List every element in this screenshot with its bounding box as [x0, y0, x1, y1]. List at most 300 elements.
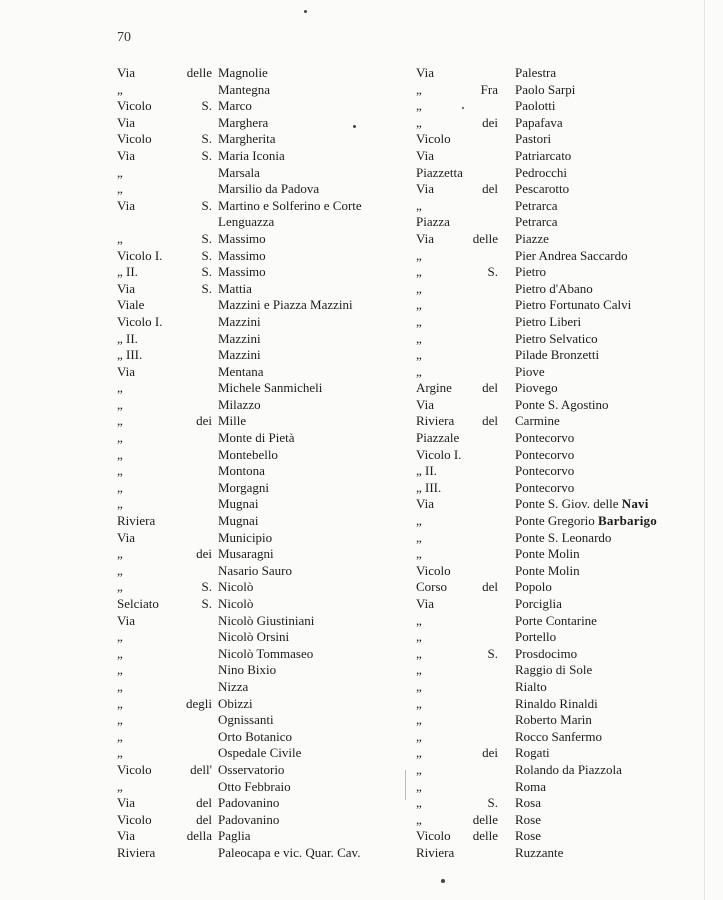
- street-name: [218, 347, 261, 364]
- street-name-text: Palestra: [515, 65, 557, 80]
- street-type: Via: [416, 181, 434, 197]
- street-name: [515, 546, 580, 563]
- street-type: „: [416, 728, 422, 744]
- street-type: Via: [117, 529, 135, 545]
- street-name: [515, 181, 569, 198]
- street-entry: [416, 181, 716, 198]
- street-type: „ II.: [117, 264, 138, 280]
- street-type: „: [416, 347, 422, 363]
- street-name: [218, 281, 252, 298]
- street-type: Vicolo: [117, 131, 152, 147]
- street-type: „: [416, 629, 422, 645]
- street-name-text: Marsilio da Padova: [218, 181, 320, 197]
- street-entry: [416, 530, 716, 547]
- street-type: Riviera: [416, 413, 455, 429]
- street-name-text: Portello: [515, 629, 557, 645]
- street-entry: [416, 264, 716, 281]
- street-entry: [416, 712, 716, 729]
- street-entry: [416, 845, 716, 862]
- street-name-text: Ponte Molin: [515, 546, 580, 562]
- street-name-text: Mugnai: [218, 496, 259, 512]
- street-name-text: Porte Contarine: [515, 612, 597, 628]
- street-name-text: Roberto Marin: [515, 712, 592, 728]
- street-qualifier: S.: [487, 795, 498, 811]
- street-name: [515, 579, 552, 596]
- street-entry: [416, 629, 716, 646]
- street-name-text: Pontecorvo: [515, 463, 575, 479]
- street-name-text: Municipio: [218, 529, 273, 545]
- street-name: [515, 264, 546, 281]
- street-name-text: Ponte S. Agostino: [515, 396, 609, 412]
- street-name-text: Ponte Molin: [515, 562, 580, 578]
- street-name-text: Marsala: [218, 164, 260, 180]
- street-name: [515, 480, 574, 497]
- street-name: [218, 380, 322, 397]
- street-name: [218, 115, 268, 132]
- street-name: [515, 65, 556, 82]
- street-name: [515, 413, 560, 430]
- street-type: Via: [117, 197, 135, 213]
- street-name-text: Nicolò: [218, 579, 254, 595]
- street-name: [515, 331, 598, 348]
- street-name: [515, 513, 657, 530]
- street-name: [515, 314, 581, 331]
- street-type: „: [117, 546, 123, 562]
- street-name: [218, 413, 246, 430]
- street-name-text: Rogati: [515, 745, 550, 761]
- street-name: [218, 596, 253, 613]
- street-type: „: [117, 496, 123, 512]
- street-type: „: [117, 562, 123, 578]
- right-street-column: [416, 65, 716, 862]
- street-name-text: Obizzi: [218, 695, 253, 711]
- street-name-text: Nizza: [218, 678, 249, 694]
- street-type: Via: [117, 795, 135, 811]
- street-entry: [117, 281, 407, 298]
- street-entry: [416, 729, 716, 746]
- street-name-text: Nicolò Giustiniani: [218, 612, 315, 628]
- street-name: [218, 795, 279, 812]
- street-type: „: [416, 811, 422, 827]
- street-qualifier: dei: [196, 546, 212, 562]
- street-name-text: Paglia: [218, 828, 251, 844]
- street-entry: [117, 264, 407, 281]
- street-qualifier: del: [196, 795, 212, 811]
- street-entry: [117, 463, 407, 480]
- street-name: [218, 248, 266, 265]
- street-entry: [117, 795, 407, 812]
- street-name: [515, 729, 602, 746]
- street-name-text: Osservatorio: [218, 761, 285, 777]
- street-type: Piazzale: [416, 430, 460, 446]
- street-name: [218, 579, 253, 596]
- street-type: „: [416, 662, 422, 678]
- street-name-text: Prosdocimo: [515, 645, 578, 661]
- street-type: „: [117, 396, 123, 412]
- street-name: [515, 131, 551, 148]
- street-qualifier: della: [186, 828, 212, 844]
- street-name-text: Raggio di Sole: [515, 662, 593, 678]
- street-qualifier: del: [482, 380, 498, 396]
- street-entry: [117, 745, 407, 762]
- street-name-text: Rinaldo Rinaldi: [515, 695, 598, 711]
- street-type: „: [416, 247, 422, 263]
- street-entry: [416, 779, 716, 796]
- street-qualifier: S.: [201, 147, 212, 163]
- street-entry: [416, 198, 716, 215]
- street-type: Vicolo: [416, 828, 451, 844]
- street-name-text: Monte di Pietà: [218, 430, 295, 446]
- street-name: [218, 82, 270, 99]
- street-type: Vicolo: [416, 131, 451, 147]
- street-entry: [416, 331, 716, 348]
- street-type: „ III.: [416, 479, 442, 495]
- street-name-text: Marghera: [218, 114, 269, 130]
- street-name-text: Mentana: [218, 363, 264, 379]
- street-name: [515, 563, 580, 580]
- street-name-text: Piazze: [515, 230, 549, 246]
- street-name: [515, 662, 592, 679]
- street-name-text: Pastori: [515, 131, 552, 147]
- street-name: [218, 480, 269, 497]
- street-name-text: Piove: [515, 363, 545, 379]
- street-entry: [416, 82, 716, 99]
- street-name-text: Rolando da Piazzola: [515, 761, 622, 777]
- street-entry: [416, 679, 716, 696]
- street-name: [218, 845, 360, 862]
- street-qualifier: S.: [201, 596, 212, 611]
- street-name: [515, 795, 541, 812]
- street-name: [218, 181, 319, 198]
- street-entry: [117, 779, 407, 796]
- street-type: „: [416, 695, 422, 711]
- street-entry: [416, 231, 716, 248]
- street-name-text: Paleocapa e vic. Quar. Cav.: [218, 844, 361, 860]
- street-qualifier: delle: [186, 65, 212, 80]
- street-type: „: [117, 446, 123, 462]
- street-type: Vicolo: [117, 98, 152, 114]
- street-qualifier: delle: [472, 811, 498, 827]
- street-entry: [416, 546, 716, 563]
- street-name: [218, 65, 268, 82]
- street-entry: [416, 364, 716, 381]
- street-entry: [117, 546, 407, 563]
- street-type: Riviera: [416, 844, 455, 860]
- street-name: [218, 214, 274, 231]
- scan-streak: [704, 0, 705, 900]
- street-entry: [117, 828, 407, 845]
- street-name-text: Paolotti: [515, 98, 556, 114]
- street-entry: [416, 380, 716, 397]
- street-name-text: Massimo: [218, 264, 266, 280]
- street-type: Vicolo I.: [416, 446, 462, 462]
- street-entry: [117, 629, 407, 646]
- street-entry: [117, 165, 407, 182]
- street-name: [218, 98, 252, 115]
- street-entry: [117, 231, 407, 248]
- street-name-text: Pietro Liberi: [515, 313, 582, 329]
- street-name-text: Carmine: [515, 413, 560, 429]
- street-qualifier: S.: [201, 230, 212, 246]
- street-type: „: [416, 513, 422, 529]
- street-name: [218, 745, 301, 762]
- street-name-text: Musaragni: [218, 546, 274, 562]
- street-name-text: Ponte S. Giov. delle: [515, 496, 622, 512]
- street-entry: [117, 413, 407, 430]
- street-qualifier: dei: [482, 745, 498, 761]
- street-name: [218, 231, 266, 248]
- street-name-text: Pontecorvo: [515, 430, 575, 446]
- street-type: Riviera: [117, 844, 156, 860]
- street-name: [515, 496, 649, 513]
- street-type: „: [117, 728, 123, 744]
- street-name: [515, 828, 541, 845]
- street-entry: [117, 380, 407, 397]
- street-entry: [117, 181, 407, 198]
- street-entry: [117, 596, 407, 613]
- street-entry: [416, 281, 716, 298]
- street-name-text: Nicolò Orsini: [218, 629, 290, 645]
- street-name-text: Pilade Bronzetti: [515, 347, 600, 363]
- street-name: [218, 513, 258, 530]
- street-type: „: [416, 98, 422, 114]
- street-name-text: Mazzini: [218, 347, 261, 363]
- street-name-text: Rose: [515, 811, 541, 827]
- street-name: [515, 115, 563, 132]
- street-name-text: Pier Andrea Saccardo: [515, 247, 628, 263]
- street-type: Riviera: [117, 513, 156, 529]
- street-name: [515, 397, 609, 414]
- street-name-text: Rose: [515, 828, 541, 844]
- street-name-text: Rocco Sanfermo: [515, 728, 603, 744]
- street-qualifier: delle: [472, 230, 498, 246]
- street-name: [515, 779, 546, 796]
- street-type: „: [416, 297, 422, 313]
- street-type: „: [416, 778, 422, 794]
- street-entry: [117, 314, 407, 331]
- street-entry: [416, 480, 716, 497]
- street-name-text: Pontecorvo: [515, 446, 575, 462]
- street-entry: [416, 397, 716, 414]
- street-name: [218, 364, 263, 381]
- street-entry: [117, 331, 407, 348]
- street-name: [515, 148, 571, 165]
- street-name-text: Massimo: [218, 247, 266, 263]
- street-entry: [416, 430, 716, 447]
- street-name-text: Padovanino: [218, 795, 280, 811]
- street-qualifier: del: [196, 811, 212, 827]
- street-type: „: [117, 164, 123, 180]
- street-type: Vicolo: [117, 811, 152, 827]
- street-type: „: [117, 712, 123, 728]
- street-name: [218, 828, 251, 845]
- street-type: „: [416, 645, 422, 661]
- street-entry: [117, 563, 407, 580]
- street-entry: [416, 696, 716, 713]
- street-name: [515, 679, 547, 696]
- street-name: [218, 297, 353, 314]
- street-type: „ II.: [416, 463, 437, 479]
- scan-speck: [353, 125, 356, 128]
- street-entry: [416, 165, 716, 182]
- street-entry: [416, 662, 716, 679]
- street-entry: [117, 513, 407, 530]
- street-type: Via: [416, 496, 434, 512]
- street-name-text: Nasario Sauro: [218, 562, 293, 578]
- street-entry: [416, 413, 716, 430]
- street-type: „: [416, 114, 422, 130]
- street-entry: [117, 480, 407, 497]
- street-type: „: [416, 313, 422, 329]
- street-name: [218, 629, 289, 646]
- street-name-text: Ponte Gregorio: [515, 513, 599, 529]
- street-type: Via: [416, 147, 434, 163]
- street-entry: [117, 214, 407, 231]
- street-name: [218, 131, 276, 148]
- street-name: [218, 397, 261, 414]
- street-name-text: Otto Febbraio: [218, 778, 291, 794]
- street-qualifier: del: [482, 579, 498, 595]
- street-name: [515, 629, 556, 646]
- street-entry: [117, 729, 407, 746]
- street-qualifier: S.: [201, 98, 212, 114]
- street-entry: [416, 828, 716, 845]
- street-entry: [117, 65, 407, 82]
- street-type: Via: [416, 596, 434, 611]
- street-name-text: Lenguazza: [218, 214, 275, 230]
- street-entry: [416, 463, 716, 480]
- street-type: „: [416, 546, 422, 562]
- street-entry: [416, 314, 716, 331]
- street-type: „: [117, 413, 123, 429]
- street-name: [218, 165, 260, 182]
- street-entry: [416, 613, 716, 630]
- street-name-text: Pietro Fortunato Calvi: [515, 297, 632, 313]
- street-name: [515, 82, 575, 99]
- street-type: Via: [416, 65, 434, 80]
- street-entry: [117, 712, 407, 729]
- street-name-text: Nicolò Tommaseo: [218, 645, 314, 661]
- street-type: Piazzetta: [416, 164, 463, 180]
- street-name: [218, 430, 295, 447]
- street-entry: [416, 148, 716, 165]
- street-type: „: [416, 678, 422, 694]
- street-name-text: Mazzini: [218, 313, 261, 329]
- street-qualifier: S.: [201, 579, 212, 595]
- street-name-text: Ruzzante: [515, 844, 564, 860]
- street-name-text: Milazzo: [218, 396, 261, 412]
- street-name: [515, 845, 563, 862]
- street-name-text: Maria Iconia: [218, 147, 285, 163]
- street-type: Vicolo I.: [117, 247, 163, 263]
- street-entry: [117, 646, 407, 663]
- street-type: „: [416, 795, 422, 811]
- street-entry: [117, 579, 407, 596]
- street-name: [218, 264, 266, 281]
- street-name: [515, 198, 558, 215]
- street-type: „: [117, 778, 123, 794]
- street-name: [515, 165, 567, 182]
- street-type: „: [416, 264, 422, 280]
- street-entry: [416, 812, 716, 829]
- street-entry: [416, 115, 716, 132]
- street-name-text: Morgagni: [218, 479, 270, 495]
- street-name-text: Margherita: [218, 131, 276, 147]
- street-type: Vicolo: [416, 562, 451, 578]
- street-qualifier: del: [482, 413, 498, 429]
- street-name: [218, 712, 274, 729]
- street-name-text: Pietro d'Abano: [515, 280, 593, 296]
- street-name-text: Pietro Selvatico: [515, 330, 598, 346]
- street-entry: [416, 496, 716, 513]
- street-type: Piazza: [416, 214, 450, 230]
- street-qualifier: degli: [186, 695, 212, 711]
- street-entry: [416, 131, 716, 148]
- street-name-text: Magnolie: [218, 65, 268, 80]
- street-name: [515, 646, 577, 663]
- street-type: Selciato: [117, 596, 159, 611]
- street-entry: [117, 447, 407, 464]
- street-name: [218, 563, 292, 580]
- street-name-text: Mazzini e Piazza Mazzini: [218, 297, 353, 313]
- street-name-text: Mugnai: [218, 513, 259, 529]
- street-name-text: Paolo Sarpi: [515, 81, 576, 97]
- street-entry: [117, 762, 407, 779]
- street-entry: [117, 696, 407, 713]
- street-name: [218, 314, 261, 331]
- street-name-text: Massimo: [218, 230, 266, 246]
- street-name: [515, 762, 622, 779]
- street-entry: [416, 745, 716, 762]
- street-name-text: Roma: [515, 778, 547, 794]
- street-name: [515, 380, 558, 397]
- street-entry: [416, 214, 716, 231]
- street-type: Via: [117, 280, 135, 296]
- street-name: [515, 430, 574, 447]
- street-type: „: [117, 678, 123, 694]
- street-name: [515, 214, 558, 231]
- street-type: Vicolo I.: [117, 313, 163, 329]
- street-entry: [416, 513, 716, 530]
- street-name-text: Nicolò: [218, 596, 254, 611]
- street-name-text: Petrarca: [515, 214, 558, 230]
- street-qualifier: del: [482, 181, 498, 197]
- street-entry: [117, 82, 407, 99]
- street-name: [218, 198, 362, 215]
- street-type: „: [416, 745, 422, 761]
- street-name: [218, 762, 284, 779]
- street-name: [218, 613, 314, 630]
- street-name-text: Michele Sanmicheli: [218, 380, 323, 396]
- street-entry: [117, 496, 407, 513]
- street-name: [515, 231, 549, 248]
- street-name-text: Nino Bixio: [218, 662, 277, 678]
- street-type: Via: [416, 396, 434, 412]
- street-name-text: Piovego: [515, 380, 558, 396]
- street-type: „: [416, 761, 422, 777]
- scan-speck: [441, 879, 445, 883]
- street-entry: [117, 679, 407, 696]
- street-type: Argine: [416, 380, 452, 396]
- street-name: [218, 662, 276, 679]
- street-name-text: Orto Botanico: [218, 728, 293, 744]
- street-qualifier: dell': [190, 761, 212, 777]
- street-entry: [416, 248, 716, 265]
- street-type: Vicolo: [117, 761, 152, 777]
- street-name-text: Martino e Solferino e Corte: [218, 197, 362, 213]
- street-entry: [416, 795, 716, 812]
- street-name: [515, 248, 628, 265]
